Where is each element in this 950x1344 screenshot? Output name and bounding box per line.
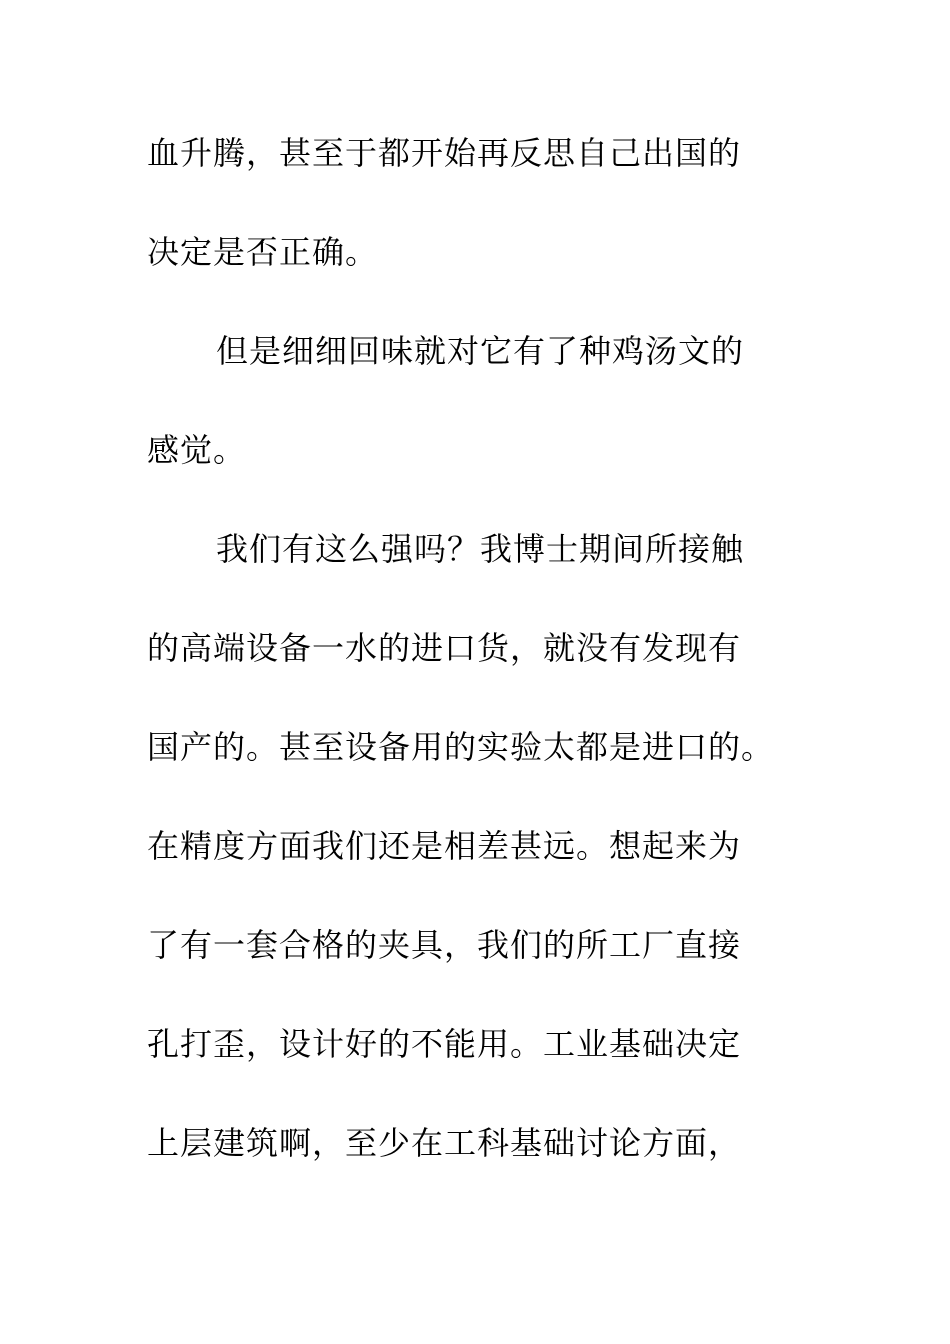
body-text [147,125,807,1214]
text-line: 感觉。 [147,431,247,469]
text-line: 决定是否正确。 [147,233,379,271]
text-line: 上层建筑啊，至少在工科基础讨论方面， [147,1124,742,1162]
paragraph-start-line: 但是细细回味就对它有了种鸡汤文的 [216,332,745,370]
text-line: 的高端设备一水的进口货，就没有发现有 [147,629,742,667]
text-line: 血升腾，甚至于都开始再反思自己出国的 [147,134,742,172]
paragraph-start-line: 我们有这么强吗？我博士期间所接触 [216,530,745,568]
text-line: 国产的。甚至设备用的实验太都是进口的。 [147,728,775,766]
text-line: 孔打歪，设计好的不能用。工业基础决定 [147,1025,742,1063]
text-line: 了有一套合格的夹具，我们的所工厂直接 [147,926,742,964]
text-line: 在精度方面我们还是相差甚远。想起来为 [147,827,742,865]
